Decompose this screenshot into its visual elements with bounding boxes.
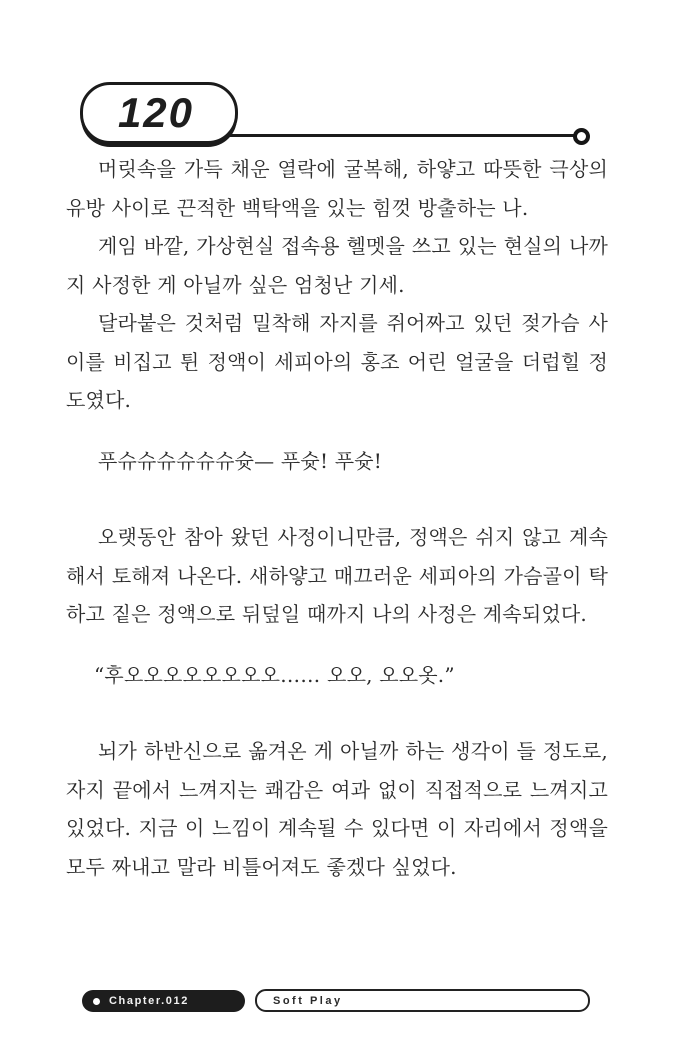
section-label: Soft Play — [273, 994, 343, 1007]
body-paragraph: 게임 바깥, 가상현실 접속용 헬멧을 쓰고 있는 현실의 나까지 사정한 게 아닐까 싶은 엄청난 기세. — [66, 234, 608, 297]
chapter-label: Chapter.012 — [109, 995, 189, 1007]
chapter-badge — [82, 990, 245, 1012]
body-paragraph: 머릿속을 가득 채운 열락에 굴복해, 하얗고 따뜻한 극상의 유방 사이로 끈적한 백탁액을 있는 힘껏 방출하는 나. — [66, 157, 608, 220]
chapter-dot-icon — [93, 998, 100, 1005]
sfx-line: 푸슈슈슈슈슈슈슛— 푸슛! 푸슛! — [98, 448, 383, 473]
dialogue-line: “후오오오오오오오오…… 오오, 오오옷.” — [94, 662, 455, 687]
page-number: 120 — [117, 89, 195, 136]
section-title-box — [255, 989, 590, 1012]
header-rule — [230, 134, 578, 137]
body-paragraph: 달라붙은 것처럼 밀착해 자지를 쥐어짜고 있던 젖가슴 사이를 비집고 튄 정액이 세피아의 홍조 어린 얼굴을 더럽힐 정도였다. — [66, 311, 608, 412]
body-paragraph: 뇌가 하반신으로 옮겨온 게 아닐까 하는 생각이 들 정도로, 자지 끝에서 느껴지는 쾌감은 여과 없이 직접적으로 느껴지고 있었다. 지금 이 느낌이 계속될 수 있다면 이 자리에서 정액을 모두 짜내고 말라 비틀어져도 좋겠다 싶었다. — [66, 739, 608, 879]
body-paragraph: 오랫동안 참아 왔던 사정이니만큼, 정액은 쉬지 않고 계속해서 토해져 나온다. 새하얗고 매끄러운 세피아의 가슴골이 탁하고 짙은 정액으로 뒤덮일 때까지 나의 사정은 계속되었다. — [66, 525, 608, 626]
line-end-ring-icon — [573, 128, 590, 145]
body-text — [66, 150, 608, 886]
page-number-badge — [80, 82, 238, 144]
